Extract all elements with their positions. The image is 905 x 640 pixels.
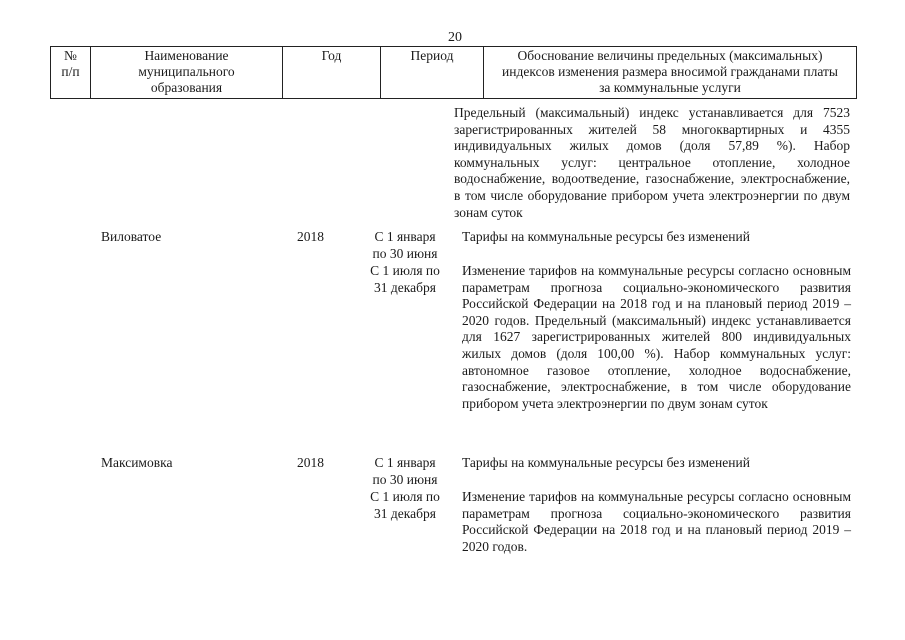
header-period-text: Период <box>410 48 454 63</box>
row-year-maksimovka: 2018 <box>297 455 324 470</box>
row-name-vilovatoe: Виловатое <box>101 229 162 244</box>
header-justification-text: Обоснование величины предельных (максимальных) индексов изменения размера вносимой гражданами платы за коммунальные услуги <box>502 48 838 95</box>
row-text1-vilovatoe: Тарифы на коммунальные ресурсы без изменений <box>462 229 750 244</box>
header-year-text: Год <box>321 48 342 63</box>
header-name <box>91 47 283 99</box>
header-period <box>381 47 484 99</box>
row-period2-maksimovka: С 1 июля по 31 декабря <box>370 489 440 521</box>
row-year-vilovatoe: 2018 <box>297 229 324 244</box>
header-name-text: Наименование муниципального образования <box>138 48 235 95</box>
row-period1-maksimovka: С 1 января по 30 июня <box>372 455 438 487</box>
row-text1-maksimovka: Тарифы на коммунальные ресурсы без изменений <box>462 455 750 470</box>
header-num-text: № п/п <box>61 48 80 79</box>
row-text2-vilovatoe: Изменение тарифов на коммунальные ресурсы согласно основным параметрам прогноза социально-экономического развития Российской Федерации на 2018 год и на плановый период 2019 – 2020 годов. Предельный (максимальный) индекс устанавливается для 1627 зарегистрированных жителей 800 индивидуальных жилых домов (доля 100,00 %). Набор коммунальных услуг: автономное газовое отопление, холодное водоснабжение, газоснабжение, электроснабжение, в том числе оборудование прибором учета электроэнергии по двум зонам суток <box>462 263 851 411</box>
header-num <box>51 47 91 99</box>
row-period1-vilovatoe: С 1 января по 30 июня <box>372 229 438 261</box>
header-year <box>283 47 381 99</box>
page-number: 20 <box>448 30 462 45</box>
row-name-maksimovka: Максимовка <box>101 455 173 470</box>
header-justification <box>484 47 857 99</box>
continuation-text: Предельный (максимальный) индекс устанавливается для 7523 зарегистрированных жителей 58 многоквартирных и 4355 индивидуальных жилых домов (доля 57,89 %). Набор коммунальных услуг: центральное отопление, холодное водоснабжение, водоотведение, газоснабжение, электроснабжение, в том числе оборудование прибором учета электроэнергии по двум зонам суток <box>454 105 850 220</box>
row-text2-maksimovka: Изменение тарифов на коммунальные ресурсы согласно основным параметрам прогноза социально-экономического развития Российской Федерации на 2018 год и на плановый период 2019 – 2020 годов. <box>462 489 851 554</box>
row-period2-vilovatoe: С 1 июля по 31 декабря <box>370 263 440 295</box>
table-header <box>50 46 857 99</box>
